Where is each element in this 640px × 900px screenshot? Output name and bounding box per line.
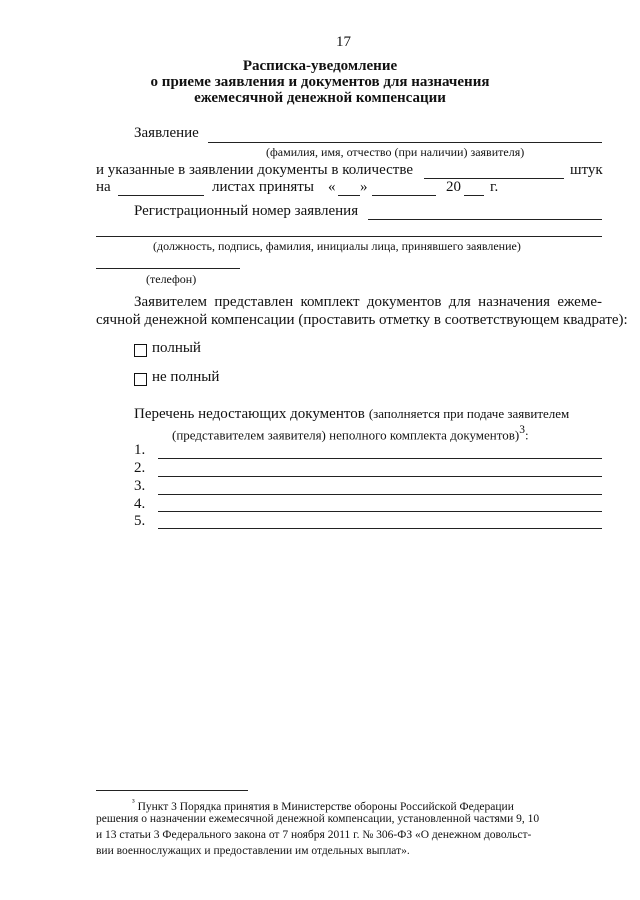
full-set-checkbox[interactable]	[134, 344, 147, 357]
missing-item-number-3: 3.	[134, 478, 146, 494]
incomplete-set-label: не полный	[152, 369, 220, 385]
application-label: Заявление	[134, 125, 199, 141]
incomplete-set-checkbox[interactable]	[134, 373, 147, 386]
quote-open: «	[328, 179, 336, 195]
documents-count-text: и указанные в заявлении документы в количестве	[96, 162, 413, 178]
missing-item-field-4[interactable]	[158, 511, 602, 512]
footnote-text-1: Пункт 3 Порядка принятия в Министерстве обороны Российской Федерации	[137, 800, 514, 813]
missing-item-field-3[interactable]	[158, 494, 602, 495]
footnote-line-3: и 13 статьи 3 Федерального закона от 7 ноября 2011 г. № 306-ФЗ «О денежном довольст-	[96, 829, 532, 841]
missing-docs-note-2: (представителем заявителя) неполного комплекта документов)	[172, 427, 520, 443]
sheets-count-field[interactable]	[118, 195, 204, 196]
missing-item-field-2[interactable]	[158, 476, 602, 477]
colon: :	[524, 427, 529, 443]
footnote-ref: 3	[519, 424, 525, 436]
signature-field[interactable]	[96, 236, 602, 237]
page-number: 17	[336, 34, 351, 50]
title-line-3: ежемесячной денежной компенсации	[194, 90, 446, 106]
missing-item-number-2: 2.	[134, 460, 146, 476]
quote-close: »	[360, 179, 368, 195]
set-statement-line-2: сячной денежной компенсации (проставить отметку в соответствующем квадрате):	[96, 312, 628, 328]
year-field[interactable]	[464, 195, 484, 196]
missing-item-number-5: 5.	[134, 513, 146, 529]
sheets-accepted-label: листах приняты	[212, 179, 314, 195]
missing-docs-title: Перечень недостающих документов	[134, 406, 365, 422]
on-label: на	[96, 179, 111, 195]
missing-item-number-1: 1.	[134, 442, 146, 458]
missing-item-field-1[interactable]	[158, 458, 602, 459]
phone-field[interactable]	[96, 268, 240, 269]
missing-docs-heading	[134, 405, 569, 423]
title-line-1: Расписка-уведомление	[242, 58, 398, 74]
footnote-line-4: вии военнослужащих и предоставлении им отдельных выплат».	[96, 845, 410, 857]
applicant-name-field[interactable]	[208, 142, 602, 143]
signature-hint: (должность, подпись, фамилия, инициалы лица, принявшего заявление)	[153, 239, 521, 253]
missing-docs-note-line	[172, 424, 529, 444]
footnote-separator	[96, 790, 248, 791]
applicant-name-hint: (фамилия, имя, отчество (при наличии) заявителя)	[266, 145, 525, 159]
month-field[interactable]	[372, 195, 436, 196]
pieces-label: штук	[570, 162, 603, 178]
footnote-mark: ³	[132, 797, 135, 807]
reg-number-field[interactable]	[368, 219, 602, 220]
year-suffix: г.	[490, 179, 499, 195]
missing-item-number-4: 4.	[134, 496, 146, 512]
missing-docs-note-1: (заполняется при подаче заявителем	[368, 406, 570, 421]
footnote-line-1	[132, 797, 514, 813]
phone-hint: (телефон)	[146, 272, 197, 286]
reg-number-label: Регистрационный номер заявления	[134, 203, 359, 219]
full-set-label: полный	[152, 340, 201, 356]
missing-item-field-5[interactable]	[158, 528, 602, 529]
set-statement-line-1: Заявителем представлен комплект документов для назначения ежеме-	[134, 294, 602, 310]
day-field[interactable]	[338, 195, 360, 196]
title-line-2: о приеме заявления и документов для назначения	[150, 74, 490, 90]
footnote-line-2: решения о назначении ежемесячной денежной компенсации, установленной частями 9, 10	[96, 813, 540, 825]
year-prefix: 20	[446, 179, 461, 195]
